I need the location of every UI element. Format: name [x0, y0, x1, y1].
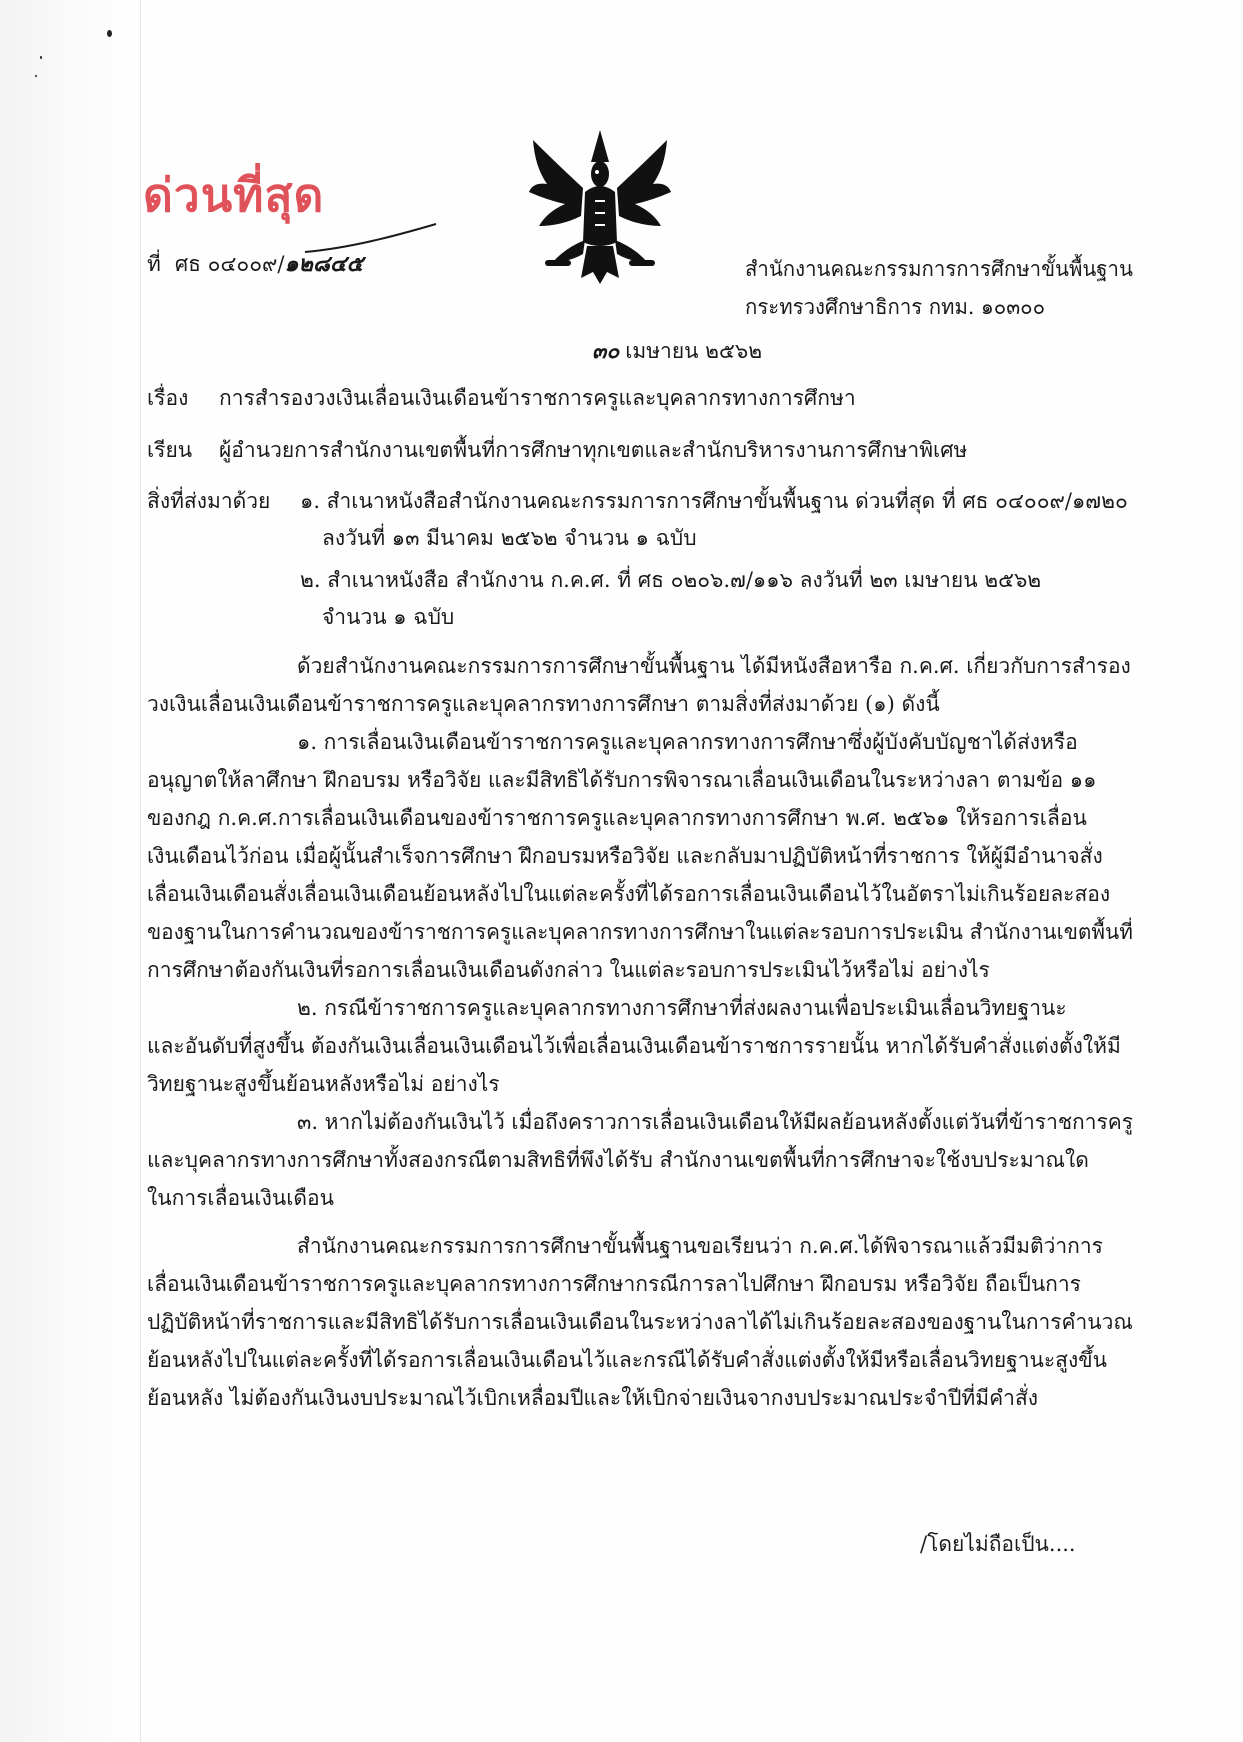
body-line: ปฏิบัติหน้าที่ราชการและมีสิทธิได้รับการเลื่อนเงินเดือนในระหว่างลาได้ไม่เกินร้อยละสองของฐานในการคำนวณ	[147, 1310, 1133, 1334]
date-month-year: เมษายน ๒๕๖๒	[625, 339, 763, 363]
body-line: วงเงินเลื่อนเงินเดือนข้าราชการครูและบุคลากรทางการศึกษา ตามสิ่งที่ส่งมาด้วย (๑) ดังนี้	[147, 692, 940, 716]
enclosures-label: สิ่งที่ส่งมาด้วย	[147, 489, 271, 513]
ref-label: ที่	[147, 252, 161, 276]
ref-prefix: ศธ ๐๔๐๐๙/	[174, 252, 285, 276]
body-line: เลื่อนเงินเดือนข้าราชการครูและบุคลากรทางการศึกษากรณีการลาไปศึกษา ฝึกอบรม หรือวิจัย ถือเป็นการ	[147, 1272, 1081, 1296]
body-line: อนุญาตให้ลาศึกษา ฝึกอบรม หรือวิจัย และมีสิทธิได้รับการพิจารณาเลื่อนเงินเดือนในระหว่างลา ตามข้อ ๑๑	[147, 768, 1097, 792]
subject-line	[147, 382, 856, 415]
scan-speck	[107, 30, 112, 37]
body-line: ย้อนหลังไปในแต่ละครั้งที่ได้รอการเลื่อนเงินเดือนไว้และกรณีได้รับคำสั่งแต่งตั้งให้มีหรือเลื่อนวิทยฐานะสูงขึ้น	[147, 1348, 1107, 1372]
scan-shadow-edge	[0, 0, 138, 1742]
recipient-line	[147, 434, 967, 467]
body-line: ของกฎ ก.ค.ศ.การเลื่อนเงินเดือนของข้าราชการครูและบุคลากรทางการศึกษา พ.ศ. ๒๕๖๑ ให้รอการเลื่อน	[147, 806, 1087, 830]
garuda-emblem-icon	[525, 122, 675, 287]
subject-text: การสำรองวงเงินเลื่อนเงินเดือนข้าราชการครูและบุคลากรทางการศึกษา	[219, 386, 856, 410]
body-line: ๑. การเลื่อนเงินเดือนข้าราชการครูและบุคลากรทางการศึกษาซึ่งผู้บังคับบัญชาได้ส่งหรือ	[297, 730, 1078, 754]
continuation-marker: /โดยไม่ถือเป็น....	[920, 1532, 1076, 1556]
recipient-text: ผู้อำนวยการสำนักงานเขตพื้นที่การศึกษาทุกเขตและสำนักบริหารงานการศึกษาพิเศษ	[219, 438, 968, 462]
body-line: และอันดับที่สูงขึ้น ต้องกันเงินเลื่อนเงินเดือนไว้เพื่อเลื่อนเงินเดือนข้าราชการรายนั้น หากได้รับคำสั่งแต่งตั้งให้มี	[147, 1034, 1121, 1058]
scan-edge-line	[140, 0, 141, 1742]
date-day-handwritten: ๓๐	[592, 339, 620, 363]
recipient-label: เรียน	[147, 438, 193, 462]
subject-label: เรื่อง	[147, 386, 189, 410]
body-line: วิทยฐานะสูงขึ้นย้อนหลังหรือไม่ อย่างไร	[147, 1072, 500, 1096]
body-line: ย้อนหลัง ไม่ต้องกันเงินงบประมาณไว้เบิกเหลื่อมปีและให้เบิกจ่ายเงินจากงบประมาณประจำปีที่มีคำสั่ง	[147, 1386, 1039, 1410]
office-ministry: กระทรวงศึกษาธิการ กทม. ๑๐๓๐๐	[745, 295, 1046, 319]
body-line: ด้วยสำนักงานคณะกรรมการการศึกษาขั้นพื้นฐาน ได้มีหนังสือหารือ ก.ค.ศ. เกี่ยวกับการสำรอง	[297, 654, 1131, 678]
office-address	[745, 250, 1133, 326]
enclosure-item-cont: ลงวันที่ ๑๓ มีนาคม ๒๕๖๒ จำนวน ๑ ฉบับ	[322, 526, 697, 550]
body-line: ๓. หากไม่ต้องกันเงินไว้ เมื่อถึงคราวการเลื่อนเงินเดือนให้มีผลย้อนหลังตั้งแต่วันที่ข้าราชการครู	[297, 1110, 1134, 1134]
document-date	[592, 335, 762, 368]
ref-handwritten-number: ๑๒๘๔๕	[284, 252, 364, 277]
body-line: ๒. กรณีข้าราชการครูและบุคลากรทางการศึกษาที่ส่งผลงานเพื่อประเมินเลื่อนวิทยฐานะ	[297, 996, 1067, 1020]
enclosure-item: ๒. สำเนาหนังสือ สำนักงาน ก.ค.ศ. ที่ ศธ ๐๒๐๖.๗/๑๑๖ ลงวันที่ ๒๓ เมษายน ๒๕๖๒	[300, 568, 1042, 592]
handwritten-stroke	[300, 218, 440, 258]
body-line: ในการเลื่อนเงินเดือน	[147, 1186, 334, 1210]
enclosure-item: ๑. สำเนาหนังสือสำนักงานคณะกรรมการการศึกษาขั้นพื้นฐาน ด่วนที่สุด ที่ ศธ ๐๔๐๐๙/๑๗๒๐	[300, 489, 1128, 513]
body-line: เงินเดือนไว้ก่อน เมื่อผู้นั้นสำเร็จการศึกษา ฝึกอบรมหรือวิจัย และกลับมาปฏิบัติหน้าที่ราชการ ให้ผู้มีอำนาจสั่ง	[147, 844, 1103, 868]
body-line: ของฐานในการคำนวณของข้าราชการครูและบุคลากรทางการศึกษาในแต่ละรอบการประเมิน สำนักงานเขตพื้นที่	[147, 920, 1133, 944]
body-line: และบุคลากรทางการศึกษาทั้งสองกรณีตามสิทธิที่พึงได้รับ สำนักงานเขตพื้นที่การศึกษาจะใช้งบประมาณใด	[147, 1148, 1089, 1172]
enclosure-item-cont: จำนวน ๑ ฉบับ	[322, 605, 455, 629]
body-line: เลื่อนเงินเดือนสั่งเลื่อนเงินเดือนย้อนหลังไปในแต่ละครั้งที่ได้รอการเลื่อนเงินเดือนไว้ในอัตราไม่เกินร้อยละสอง	[147, 882, 1111, 906]
body-line: การศึกษาต้องกันเงินที่รอการเลื่อนเงินเดือนดังกล่าว ในแต่ละรอบการประเมินไว้หรือไม่ อย่างไร	[147, 958, 990, 982]
urgency-stamp: ด่วนที่สุด	[143, 168, 325, 222]
office-name: สำนักงานคณะกรรมการการศึกษาขั้นพื้นฐาน	[745, 257, 1133, 281]
scan-speck	[35, 75, 37, 77]
scan-speck	[40, 56, 42, 59]
body-line: สำนักงานคณะกรรมการการศึกษาขั้นพื้นฐานขอเรียนว่า ก.ค.ศ.ได้พิจารณาแล้วมีมติว่าการ	[297, 1234, 1103, 1258]
